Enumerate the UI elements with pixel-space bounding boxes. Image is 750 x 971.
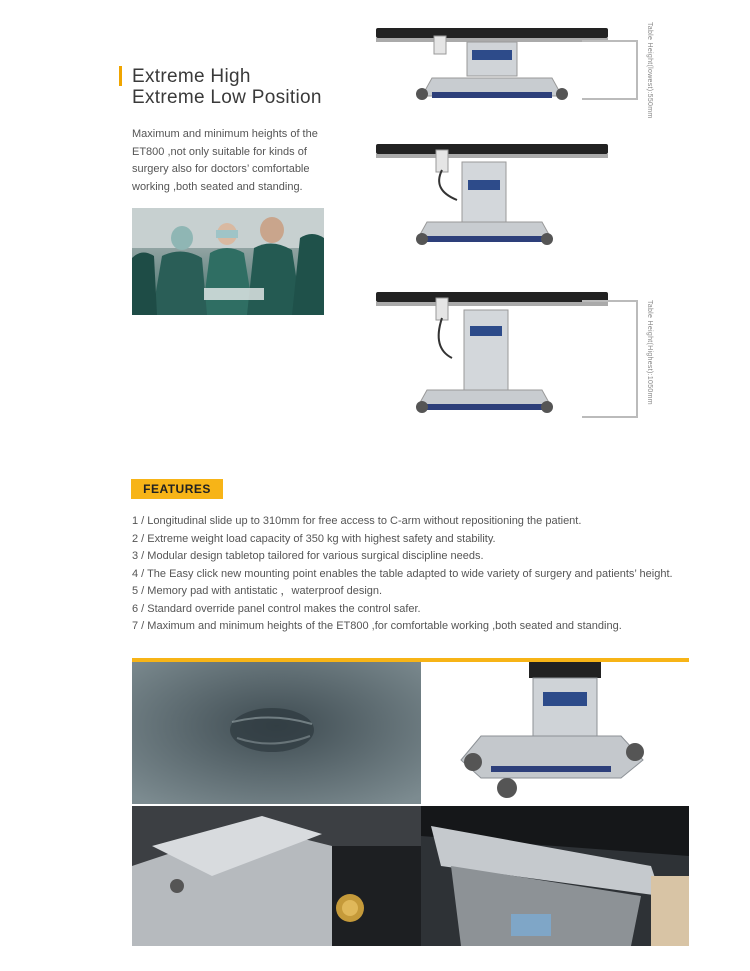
feature-item: 1 / Longitudinal slide up to 310mm for free access to C-arm without repositioning the patient.: [132, 515, 582, 527]
dim-line-vertical: [636, 40, 638, 100]
feature-item: 2 / Extreme weight load capacity of 350 kg with highest safety and stability.: [132, 532, 496, 545]
dim-line-vertical-2: [636, 300, 638, 418]
dim-line-top-2: [582, 300, 638, 302]
dim-line-bottom: [582, 98, 638, 100]
intro-paragraph: Maximum and minimum heights of the ET800 ,not only suitable for kinds of surgery also for doctors’ comfortable working ,both seated and standing.: [132, 128, 318, 193]
mounting-point-image: [132, 806, 421, 946]
side-rail-image: [421, 806, 689, 946]
section-heading: [132, 66, 322, 108]
features-badge: FEATURES: [131, 479, 223, 499]
feature-item: 5 / Memory pad with antistatic ，waterproof design.: [132, 585, 383, 597]
highest-height-label: Table Height(Highest):1050mm: [646, 300, 653, 405]
dim-line-top: [582, 40, 638, 42]
lowest-height-label: Table Height(lowest):550mm: [646, 22, 653, 119]
table-base-image: [421, 662, 689, 804]
features-list: [132, 513, 673, 636]
heading-accent-bar: [119, 66, 122, 86]
feature-item: 4 / The Easy click new mounting point enables the table adapted to wide variety of surgery and patients’ height.: [132, 567, 673, 580]
table-lowest-image: [372, 22, 612, 104]
dim-line-bottom-2: [582, 416, 638, 418]
feature-item: 6 / Standard override panel control makes the control safer.: [132, 602, 421, 615]
feature-item: 7 / Maximum and minimum heights of the ET800 ,for comfortable working ,both seated and standing.: [132, 620, 622, 632]
heading-line-1: Extreme High: [132, 66, 251, 87]
heading-line-2: Extreme Low Position: [132, 87, 322, 108]
table-mid-image: [372, 140, 612, 250]
surgery-photo: [132, 208, 324, 315]
memory-pad-image: [132, 662, 421, 804]
feature-item: 3 / Modular design tabletop tailored for various surgical discipline needs.: [132, 550, 484, 562]
table-highest-image: [372, 288, 612, 418]
